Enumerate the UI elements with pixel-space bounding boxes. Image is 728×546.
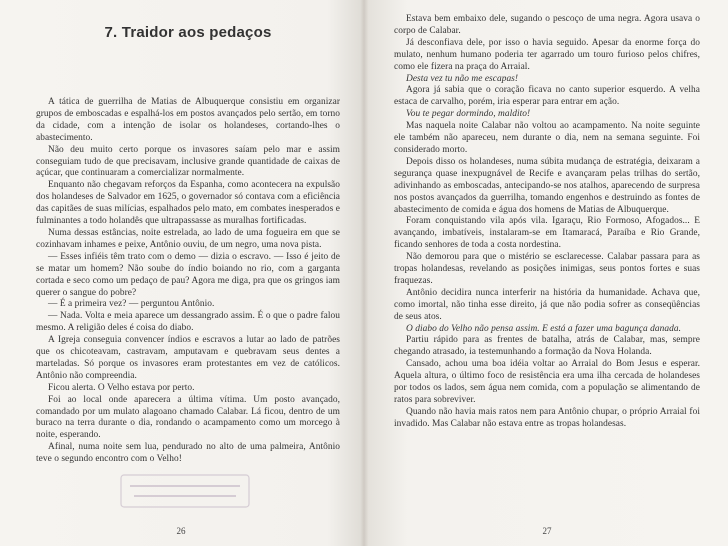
paragraph: A tática de guerrilha de Matias de Albuquerque consistiu em organizar grupos de emboscadas e espalhá-los em postos avançados pelo sertão, em torno da cidade, com a intenção de isolar os holandeses, cortando-lhes o abastecimento. (36, 97, 340, 143)
italic-thought: Vou te pegar dormindo, maldito! (406, 109, 531, 120)
page-number: 27 (542, 526, 552, 536)
paragraph: Foi ao local onde aparecera a última vítima. Um posto avançado, comandado por um mulato alagoano chamado Calabar. Lá ficou, dentro de um buraco na terra durante o dia, rondando o acampamento como um morcego à noite, esperando. (36, 394, 340, 441)
library-stamp-mark (120, 474, 250, 508)
right-page (366, 0, 728, 546)
paragraph: — Nada. Volta e meia aparece um dessangrado assim. É o que o padre falou mesmo. A religião deles é coisa do diabo. (36, 311, 340, 334)
paragraph: Foram conquistando vila após vila. Igaraçu, Rio Formoso, Afogados... E avançando, imbatíveis, instalaram-se em Itamaracá, Paraíba e Rio Grande, ficando senhores de toda a costa nordestina. (394, 216, 700, 251)
paragraph: Não deu muito certo porque os invasores saíam pelo mar e assim conseguiam tudo de que precisavam, inclusive grande quantidade de caixas de açúcar, que continuaram a comercializar normalmente. (36, 144, 340, 179)
page-number: 26 (176, 526, 186, 536)
paragraph: — É a primeira vez? — perguntou Antônio. (48, 299, 215, 310)
paragraph: Não demorou para que o mistério se esclarecesse. Calabar passara para as tropas holandesas, revelando as posições inimigas, seus pontos fortes e suas fraquezas. (394, 252, 700, 286)
paragraph: Mas naquela noite Calabar não voltou ao acampamento. Na noite seguinte ele também não apareceu, nem durante o dia, nem na semana seguinte. Foi considerado morto. (394, 121, 700, 155)
paragraph: Partiu rápido para as frentes de batalha, atrás de Calabar, mas, sempre chegando atrasado, ia testemunhando a formação da Nova Holanda. (394, 335, 700, 358)
paragraph: Depois disso os holandeses, numa súbita mudança de estratégia, deixaram a segurança quase inexpugnável de Recife e avançaram pelas trilhas do sertão, adivinhando as emboscadas, antecipando-se nos atalhos, aparecendo de surpresa nos postos avançados da guerrilha, tomando engenhos e destruindo as fontes de abastecimento de comida e água dos homens de Matias de Albuquerque. (394, 156, 700, 215)
paragraph: Já desconfiava dele, por isso o havia seguido. Apesar da enorme força do mulato, nenhum humano poderia ter agarrado um touro furioso pelos chifres, como ele fizera na praça do Arraial. (394, 37, 700, 72)
paragraph: Agora já sabia que o coração ficava no canto superior esquerdo. A velha estaca de carvalho, porém, iria esperar para entrar em ação. (394, 85, 700, 108)
chapter-heading (36, 24, 340, 41)
italic-thought: Desta vez tu não me escapas! (406, 73, 519, 84)
paragraph: Estava bem embaixo dele, sugando o pescoço de uma negra. Agora usava o corpo de Calabar. (394, 14, 700, 36)
paragraph: Ficou alerta. O Velho estava por perto. (48, 382, 195, 393)
left-page (0, 0, 362, 546)
paragraph: Enquanto não chegavam reforços da Espanha, como acontecera na expulsão dos holandeses de Salvador em 1625, o governador só contava com a eficiência das capitães de suas milícias, espalhados pelo mato, em combates inesperados e fulminantes a todo holandês que ultrapassasse as muralhas fortificadas. (36, 180, 340, 227)
chapter-number: 7. (104, 24, 118, 41)
paragraph: A Igreja conseguia convencer índios e escravos a lutar ao lado de patrões que os chicoteavam, castravam, amputavam e quebravam seus dentes a marteladas. Só porque os invasores eram protestantes em vez de católicos. Antônio não compreendia. (36, 335, 340, 381)
italic-thought: O diabo do Velho não pensa assim. E está a fazer uma bagunça danada. (406, 323, 681, 334)
paragraph: Quando não havia mais ratos nem para Antônio chupar, o próprio Arraial foi invadido. Mas Calabar não estava entre as tropas holandesas. (394, 406, 700, 429)
paragraph: Numa dessas estâncias, noite estrelada, ao lado de uma fogueira em que se cozinhavam inhames e peixe, Antônio ouviu, de um negro, uma nova pista. (36, 227, 340, 250)
left-page-text (36, 97, 340, 466)
right-page-text (394, 14, 700, 431)
paragraph: Antônio decidira nunca interferir na história da humanidade. Achava que, como imortal, não tinha esse direito, já que não podia sofrer as conseqüências de seus atos. (394, 287, 700, 322)
paragraph: Afinal, numa noite sem lua, pendurado no alto de uma palmeira, Antônio teve o segundo encontro com o Velho! (36, 442, 340, 465)
chapter-title: Traidor aos pedaços (121, 24, 272, 41)
paragraph: Cansado, achou uma boa idéia voltar ao Arraial do Bom Jesus e esperar. Aquela altura, o último foco de resistência era uma ilha cercada de holandeses por todos os lados, sem água nem comida, com a população se alimentando de ratos para sobreviver. (394, 359, 700, 405)
paragraph: — Esses infiéis têm trato com o demo — dizia o escravo. — Isso é jeito de se matar um homem? Não soube do índio boiando no rio, com a garganta cortada e seco como um pedaço de pau? Agora me diga, pra que os gringos iam querer o sangue do pobre? (36, 251, 340, 298)
